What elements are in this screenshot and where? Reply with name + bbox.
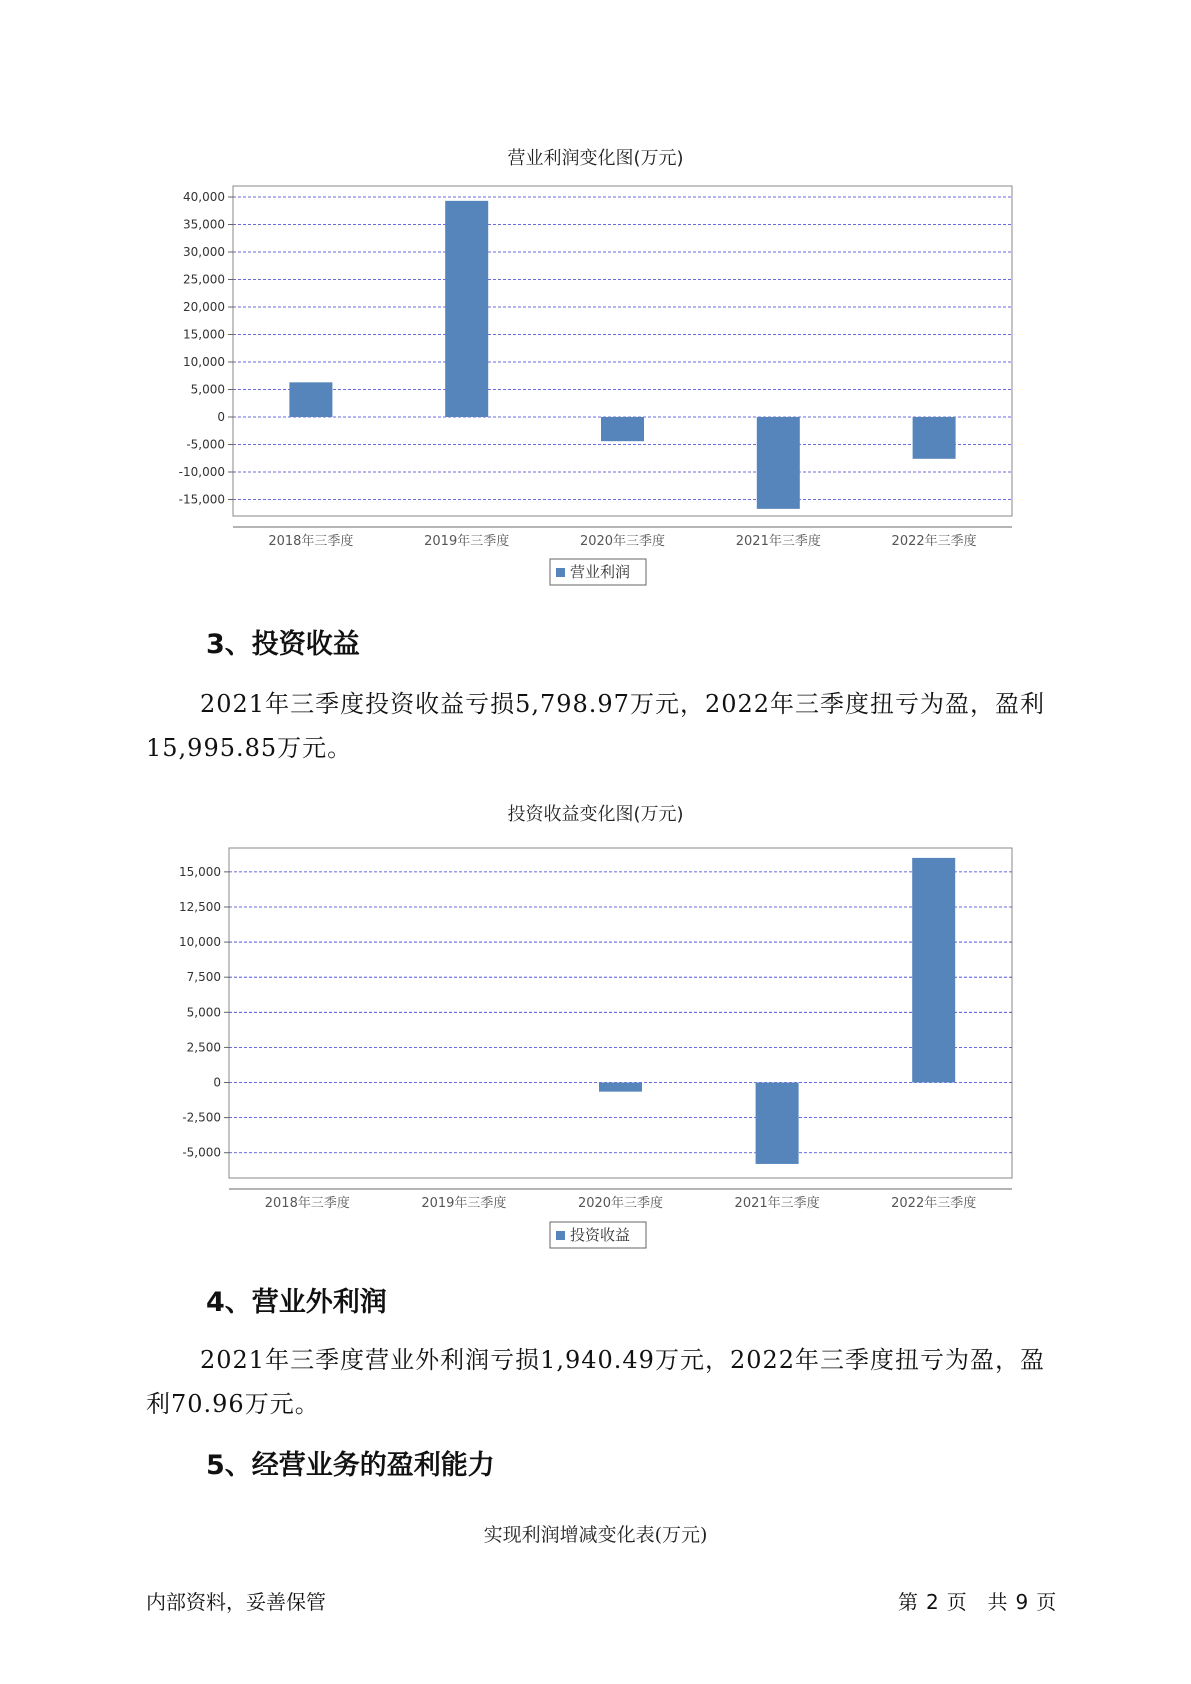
- footer-confidential-note: 内部资料，妥善保管: [146, 1590, 326, 1614]
- y-tick-label: 5,000: [186, 1005, 221, 1020]
- bar: [912, 858, 955, 1083]
- y-tick-label: -5,000: [186, 437, 225, 452]
- section-5-heading: 5、经营业务的盈利能力: [206, 1450, 495, 1481]
- plot-area: [229, 848, 1012, 1178]
- x-tick-label: 2018年三季度: [264, 1196, 350, 1211]
- legend-label: 营业利润: [570, 563, 631, 581]
- total-suffix: 页: [1036, 1590, 1057, 1614]
- page-num: 2: [926, 1590, 939, 1614]
- footer-page-number: [894, 1586, 1060, 1615]
- x-tick-label: 2021年三季度: [735, 534, 821, 549]
- section-3-paragraph: 2021年三季度投资收益亏损5,798.97万元，2022年三季度扭亏为盈，盈利15,995.85万元。: [146, 690, 1046, 762]
- y-tick-label: 20,000: [183, 300, 225, 314]
- section-3-heading: 3、投资收益: [206, 629, 360, 660]
- y-tick-label: 2,500: [186, 1040, 221, 1055]
- y-tick-label: 7,500: [186, 970, 221, 985]
- legend-label: 投资收益: [570, 1226, 631, 1244]
- x-tick-label: 2022年三季度: [891, 534, 977, 549]
- table-caption: 实现利润增减变化表(万元): [483, 1524, 708, 1546]
- y-tick-label: -5,000: [182, 1145, 221, 1160]
- chart-title-investment-income: 投资收益变化图(万元): [507, 804, 684, 825]
- y-tick-label: 0: [213, 1075, 221, 1090]
- y-tick-label: 35,000: [183, 217, 225, 232]
- total-prefix: 共: [987, 1590, 1008, 1614]
- section-4-heading: 4、营业外利润: [206, 1287, 387, 1318]
- y-tick-label: -15,000: [178, 492, 225, 507]
- y-tick-label: 30,000: [183, 245, 225, 259]
- x-tick-label: 2021年三季度: [734, 1196, 820, 1211]
- y-tick-label: 25,000: [183, 272, 225, 287]
- y-tick-label: 10,000: [179, 935, 221, 950]
- y-tick-label: -2,500: [182, 1110, 221, 1125]
- x-tick-label: 2022年三季度: [891, 1196, 977, 1211]
- y-tick-label: -10,000: [178, 465, 225, 479]
- y-tick-label: 15,000: [179, 864, 221, 879]
- y-tick-label: 10,000: [183, 355, 225, 369]
- x-tick-label: 2020年三季度: [579, 534, 666, 549]
- bar: [599, 1083, 642, 1092]
- page-mid: 页: [946, 1590, 967, 1614]
- x-tick-label: 2019年三季度: [421, 1196, 507, 1211]
- total-num: 9: [1015, 1590, 1029, 1614]
- y-tick-label: 40,000: [183, 190, 225, 204]
- legend-swatch: [556, 1231, 565, 1240]
- y-tick-label: 5,000: [190, 382, 225, 397]
- y-tick-label: 12,500: [179, 899, 221, 914]
- page-prefix: 第: [898, 1590, 918, 1614]
- section-4-paragraph: 2021年三季度营业外利润亏损1,940.49万元，2022年三季度扭亏为盈，盈利70.96万元。: [146, 1346, 1046, 1418]
- bar: [756, 1083, 799, 1164]
- y-tick-label: 15,000: [183, 327, 225, 342]
- x-tick-label: 2020年三季度: [577, 1196, 664, 1211]
- x-tick-label: 2018年三季度: [268, 534, 354, 549]
- y-tick-label: 0: [217, 410, 225, 424]
- x-tick-label: 2019年三季度: [424, 534, 510, 549]
- chart-title-operating-profit: 营业利润变化图(万元): [507, 148, 684, 169]
